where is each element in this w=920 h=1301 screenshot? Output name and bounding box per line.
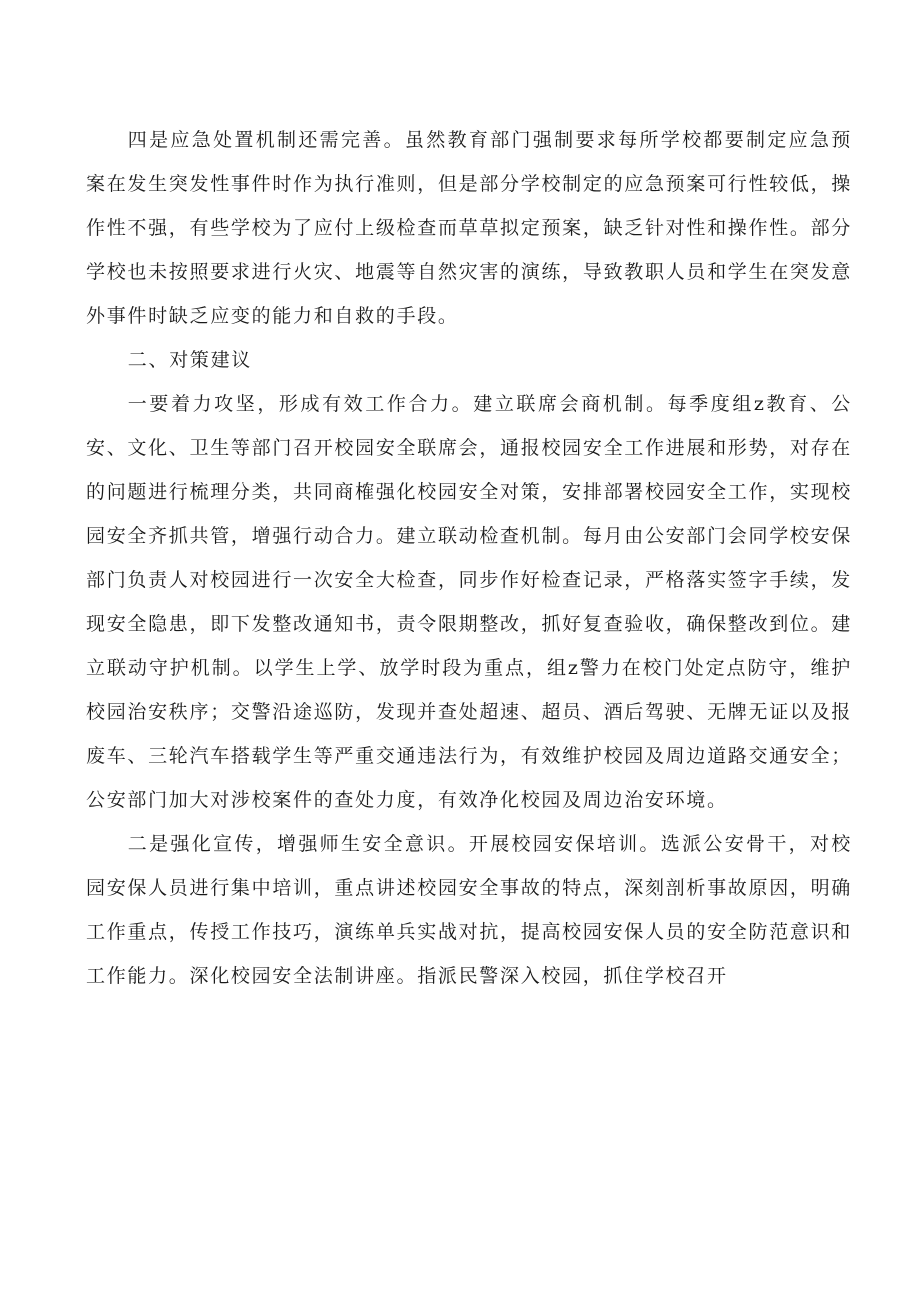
paragraph-emergency-mechanism: 四是应急处置机制还需完善。虽然教育部门强制要求每所学校都要制定应急预案在发生突发性事件时作为执行准则，但是部分学校制定的应急预案可行性较低，操作性不强，有些学校为了应付上级检查而草草拟定预案，缺乏针对性和操作性。部分学校也未按照要求进行火灾、地震等自然灾害的演练，导致教职人员和学生在突发意外事件时缺乏应变的能力和自救的手段。 bbox=[86, 129, 852, 327]
document-body bbox=[86, 118, 852, 998]
paragraph-safety-awareness: 二是强化宣传，增强师生安全意识。开展校园安保培训。选派公安骨干，对校园安保人员进行集中培训，重点讲述校园安全事故的特点，深刻剖析事故原因，明确工作重点，传授工作技巧，演练单兵实战对抗，提高校园安保人员的安全防范意识和工作能力。深化校园安全法制讲座。指派民警深入校园，抓住学校召开 bbox=[86, 833, 852, 987]
section-heading-countermeasures: 二、对策建议 bbox=[127, 349, 252, 371]
paragraph-joint-efforts: 一要着力攻坚，形成有效工作合力。建立联席会商机制。每季度组z教育、公安、文化、卫生等部门召开校园安全联席会，通报校园安全工作进展和形势，对存在的问题进行梳理分类，共同商榷强化校园安全对策，安排部署校园安全工作，实现校园安全齐抓共管，增强行动合力。建立联动检查机制。每月由公安部门会同学校安保部门负责人对校园进行一次安全大检查，同步作好检查记录，严格落实签字手续，发现安全隐患，即下发整改通知书，责令限期整改，抓好复查验收，确保整改到位。建立联动守护机制。以学生上学、放学时段为重点，组z警力在校门处定点防守，维护校园治安秩序；交警沿途巡防，发现并查处超速、超员、酒后驾驶、无牌无证以及报废车、三轮汽车搭载学生等严重交通违法行为，有效维护校园及周边道路交通安全；公安部门加大对涉校案件的查处力度，有效净化校园及周边治安环境。 bbox=[86, 393, 852, 811]
